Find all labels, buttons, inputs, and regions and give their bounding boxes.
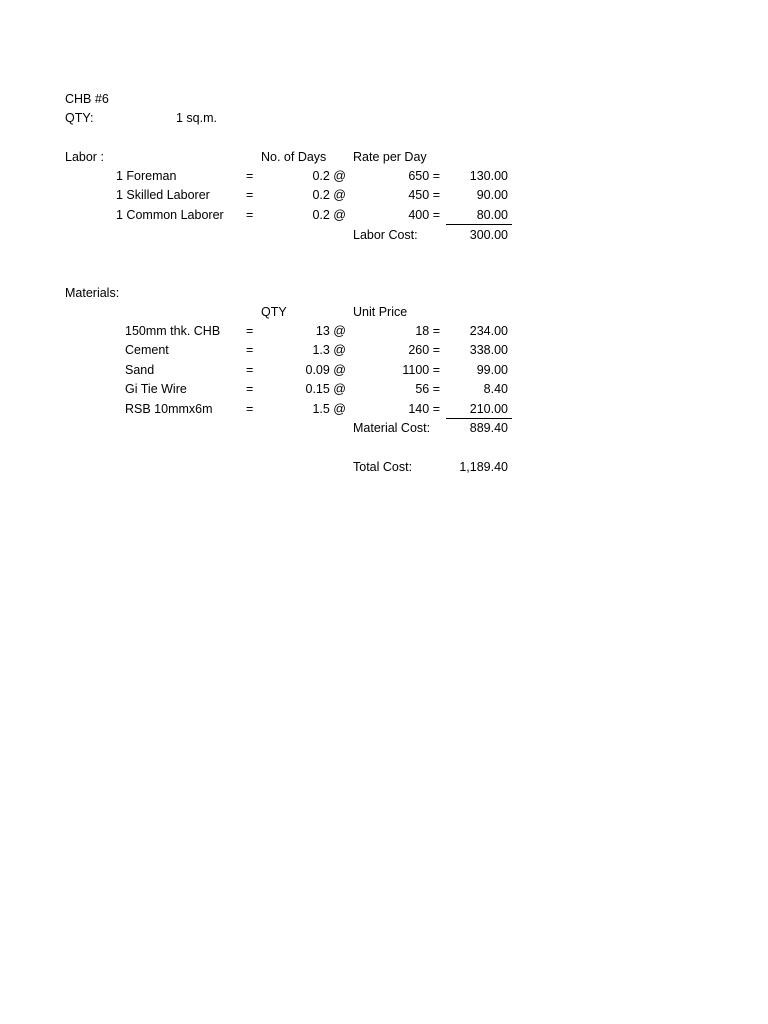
labor-row-equals: = <box>246 208 254 222</box>
labor-row-desc: 1 Skilled Laborer <box>116 188 210 202</box>
material-row-equals: = <box>246 324 254 338</box>
material-row-desc: Cement <box>125 343 169 357</box>
labor-row-rate: 650 = <box>408 169 440 183</box>
material-row-desc: Sand <box>125 363 155 377</box>
labor-col-rate-header: Rate per Day <box>353 150 427 164</box>
material-row-amount: 338.00 <box>469 343 508 357</box>
material-cost-label: Material Cost: <box>353 421 431 435</box>
labor-row-amount: 130.00 <box>469 169 508 183</box>
labor-row-amount: 90.00 <box>476 188 508 202</box>
materials-col-price-header: Unit Price <box>353 305 408 319</box>
labor-cost-label: Labor Cost: <box>353 228 418 242</box>
material-row-equals: = <box>246 382 254 396</box>
material-row-amount: 8.40 <box>483 382 508 396</box>
labor-row-rate: 450 = <box>408 188 440 202</box>
materials-col-qty-header: QTY <box>261 305 287 319</box>
labor-row-equals: = <box>246 188 254 202</box>
document-title: CHB #6 <box>65 92 109 106</box>
labor-cost-value: 300.00 <box>469 228 508 242</box>
material-row-qty: 0.15 @ <box>305 382 346 396</box>
total-cost-label: Total Cost: <box>353 460 413 474</box>
material-row-amount: 234.00 <box>469 324 508 338</box>
labor-subtotal-rule <box>446 224 512 225</box>
material-row-price: 260 = <box>408 343 440 357</box>
material-subtotal-rule <box>446 418 512 419</box>
labor-row-amount: 80.00 <box>476 208 508 222</box>
material-row-desc: 150mm thk. CHB <box>125 324 221 338</box>
labor-row-rate: 400 = <box>408 208 440 222</box>
material-row-price: 1100 = <box>402 363 440 377</box>
labor-section-label: Labor : <box>65 150 104 164</box>
qty-value: 1 sq.m. <box>176 111 217 125</box>
qty-label: QTY: <box>65 111 94 125</box>
material-row-qty: 1.3 @ <box>312 343 346 357</box>
material-row-qty: 0.09 @ <box>305 363 346 377</box>
material-row-price: 18 = <box>415 324 440 338</box>
material-row-equals: = <box>246 343 254 357</box>
material-row-amount: 210.00 <box>469 402 508 416</box>
material-row-price: 140 = <box>408 402 440 416</box>
material-row-amount: 99.00 <box>476 363 508 377</box>
material-row-desc: RSB 10mmx6m <box>125 402 213 416</box>
labor-row-days: 0.2 @ <box>312 208 346 222</box>
material-row-qty: 13 @ <box>315 324 346 338</box>
material-row-qty: 1.5 @ <box>312 402 346 416</box>
material-row-equals: = <box>246 402 254 416</box>
total-cost-value: 1,189.40 <box>459 460 508 474</box>
material-row-equals: = <box>246 363 254 377</box>
labor-row-desc: 1 Common Laborer <box>116 208 224 222</box>
labor-row-days: 0.2 @ <box>312 188 346 202</box>
labor-row-desc: 1 Foreman <box>116 169 177 183</box>
material-row-desc: Gi Tie Wire <box>125 382 187 396</box>
labor-row-days: 0.2 @ <box>312 169 346 183</box>
labor-row-equals: = <box>246 169 254 183</box>
labor-col-days-header: No. of Days <box>261 150 327 164</box>
materials-section-label: Materials: <box>65 286 120 300</box>
material-row-price: 56 = <box>415 382 440 396</box>
material-cost-value: 889.40 <box>469 421 508 435</box>
